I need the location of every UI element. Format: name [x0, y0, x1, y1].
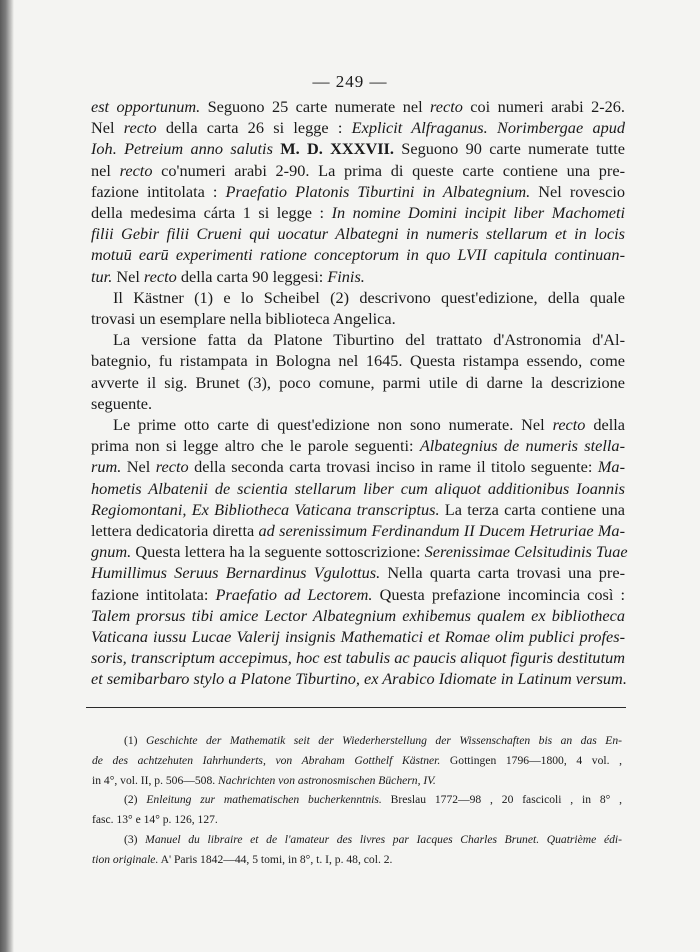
- body-line: [91, 160, 625, 181]
- body-italic-text: filii Gebir filii Crueni qui uocatur Albategni in numeris stellarum et in locis: [91, 224, 625, 244]
- footnote-italic-text: Enleitung zur mathematischen bucherkenntnis.: [146, 793, 382, 807]
- body-text: La versione fatta da Platone Tiburtino del trattato d'Astronomia d'Al-: [113, 330, 625, 350]
- body-line: [91, 541, 628, 562]
- body-line: [91, 223, 625, 244]
- body-text: M. D. XXXVII.: [272, 139, 394, 159]
- body-text: bategnio, fu ristampata in Bologna nel 1645. Questa ristampa essendo, come: [91, 351, 625, 371]
- footnote-line: [92, 771, 622, 791]
- body-text: co'numeri arabi 2-90. La prima di queste carte contiene una pre-: [152, 160, 625, 180]
- body-text: Nella quarta carta trovasi una pre-: [380, 563, 625, 583]
- body-text: Seguono 25 carte numerate nel: [200, 97, 431, 116]
- footnote-italic-text: Geschichte der Mathematik seit der Wiederherstellung der Wissenschaften bis an das En-: [145, 734, 622, 747]
- body-italic-text: est opportunum.: [91, 97, 201, 116]
- footnote-text: (2): [124, 793, 147, 807]
- body-italic-text: recto: [123, 118, 157, 138]
- body-line: [91, 96, 625, 117]
- body-text: avverte il sig. Brunet (3), poco comune, parmi utile di darne la descrizione: [91, 372, 625, 392]
- body-line: [91, 562, 625, 583]
- body-text: della carta 90 leggesi:: [176, 266, 328, 286]
- body-line: [91, 202, 625, 223]
- body-line: [91, 244, 625, 265]
- body-text: della: [585, 415, 625, 435]
- footnote-text: (3): [124, 832, 146, 846]
- footnote-line: [92, 790, 622, 810]
- body-line: [91, 393, 625, 414]
- body-italic-text: Praefatio Platonis Tiburtini in Albategnium.: [225, 181, 531, 201]
- body-text: fazione intitolata:: [91, 584, 216, 604]
- body-line: [91, 520, 625, 541]
- body-line: [91, 435, 625, 456]
- body-italic-text: Albategnius de numeris stella-: [419, 436, 625, 456]
- body-italic-text: Talem prorsus tibi amice Lector Albategnium exhibemus qualem ex bibliotheca: [91, 605, 625, 625]
- body-italic-text: recto: [155, 457, 189, 477]
- body-text: Nel: [121, 457, 156, 477]
- body-italic-text: rum.: [91, 457, 122, 477]
- body-line: [91, 117, 625, 138]
- footnote-line: [92, 751, 622, 771]
- body-text: della medesima cárta 1 si legge :: [91, 203, 332, 223]
- body-italic-text: Ma-: [597, 457, 625, 477]
- body-text: Le prime otto carte di quest'edizione non sono numerate. Nel: [113, 415, 553, 435]
- body-line: [91, 266, 625, 287]
- body-italic-text: soris, transcriptum accepimus, hoc est tabulis ac paucis aliquot figuris destitutum: [91, 648, 625, 668]
- body-italic-text: et semibarbaro stylo a Platone Tiburtino, ex Arabico Idiomate in Latinum versum.: [91, 669, 627, 689]
- body-text: Seguono 90 carte numerate tutte: [393, 139, 625, 159]
- body-line: [91, 647, 625, 668]
- footnote-italic-text: tion originale.: [92, 852, 159, 866]
- body-text: Nel rovescio: [530, 181, 625, 201]
- body-italic-text: Finis.: [327, 266, 365, 286]
- body-italic-text: Vaticana iussu Lucae Valerij insignis Mathematici et Romae olim publici profes-: [91, 627, 625, 647]
- page-number: — 249 —: [312, 72, 388, 91]
- body-line: [91, 626, 625, 647]
- body-line: [91, 181, 625, 202]
- body-italic-text: Explicit Alfraganus. Norimbergae apud: [351, 118, 626, 138]
- footnote-text: A' Paris 1842—44, 5 tomi, in 8°, t. I, p. 48, col. 2.: [158, 852, 393, 866]
- body-text: coi numeri arabi 2-26.: [462, 97, 625, 116]
- footnote-italic-text: de des achtzehuten Iahrhunderts, von Abraham Gotthelf Kästner.: [92, 753, 441, 767]
- body-italic-text: gnum.: [91, 542, 132, 562]
- body-italic-text: recto: [430, 97, 463, 116]
- footnote-line: [92, 830, 622, 850]
- body-italic-text: recto: [143, 266, 177, 286]
- footnote-italic-text: Nachrichten von astronosmischen Büchern, IV.: [218, 773, 436, 787]
- body-text: Nel: [91, 118, 124, 138]
- body-italic-text: Ioh. Petreium anno salutis: [91, 139, 273, 159]
- footnote-text: (1): [124, 734, 146, 747]
- body-italic-text: Regiomontani, Ex Bibliotheca Vaticana transcriptus.: [91, 499, 440, 519]
- body-text: della carta 26 si legge :: [156, 118, 352, 138]
- body-line: [91, 478, 625, 499]
- footnote-separator: [86, 707, 626, 708]
- footnote-text: fasc. 13° e 14° p. 126, 127.: [92, 813, 218, 827]
- footnotes: [92, 731, 622, 870]
- footnote-text: Breslau 1772—98 , 20 fascicoli , in 8° ,: [381, 793, 623, 807]
- footnote-line: [92, 731, 622, 751]
- body-italic-text: recto: [552, 415, 586, 435]
- footnote-text: in 4°, vol. II, p. 506—508.: [92, 773, 219, 787]
- body-italic-text: Serenissimae Celsitudinis Tuae: [424, 542, 628, 562]
- body-text: nel: [91, 160, 120, 180]
- body-line: [91, 499, 625, 520]
- body-text: della seconda carta trovasi inciso in rame il titolo seguente:: [188, 457, 598, 477]
- body-text: [91, 96, 628, 690]
- body-italic-text: Humillimus Seruus Bernardinus Vgulottus.: [91, 563, 381, 583]
- body-text: prima non si legge altro che le parole seguenti:: [91, 436, 420, 456]
- body-text: lettera dedicatoria diretta: [91, 521, 259, 541]
- footnote-line: [92, 850, 622, 870]
- body-text: La terza carta contiene una: [439, 499, 625, 519]
- body-text: Nel: [112, 266, 144, 286]
- body-line: [91, 372, 625, 393]
- footnote-italic-text: Manuel du libraire et de l'amateur des livres par Iacques Charles Brunet. Quatrième édi-: [145, 832, 622, 846]
- body-italic-text: recto: [119, 160, 153, 180]
- body-italic-text: motuū earū experimenti ratione conceptorum in quo LVII capitula continuan-: [91, 245, 625, 265]
- body-line: [91, 287, 625, 308]
- body-text: Il Kästner (1) e lo Scheibel (2) descrivono quest'edizione, della quale: [113, 287, 625, 307]
- body-italic-text: In nomine Domini incipit liber Machometi: [331, 203, 625, 223]
- body-italic-text: Praefatio ad Lectorem.: [215, 584, 373, 604]
- body-line: [91, 329, 625, 350]
- scanned-page-edge: [0, 0, 14, 952]
- body-text: seguente.: [91, 393, 153, 413]
- body-line: [91, 584, 625, 605]
- footnote-line: [92, 810, 622, 830]
- body-line: [91, 350, 625, 371]
- body-line: [91, 456, 625, 477]
- body-italic-text: hometis Albatenii de scientia stellarum liber cum aliquot additionibus Ioannis: [91, 478, 625, 498]
- body-line: [91, 308, 625, 329]
- footnote-text: Gottingen 1796—1800, 4 vol. ,: [440, 753, 622, 767]
- body-text: trovasi un esemplare nella biblioteca Angelica.: [91, 309, 396, 329]
- body-line: [91, 605, 625, 626]
- body-line: [91, 138, 625, 159]
- body-text: Questa lettera ha la seguente sottoscrizione:: [131, 542, 425, 562]
- body-italic-text: ad serenissimum Ferdinandum II Ducem Hetruriae Ma-: [258, 521, 625, 541]
- body-line: [91, 668, 625, 689]
- body-text: fazione intitolata :: [91, 181, 226, 201]
- body-text: Questa prefazione incomincia così :: [372, 584, 625, 604]
- body-italic-text: tur.: [91, 266, 113, 286]
- body-line: [91, 414, 625, 435]
